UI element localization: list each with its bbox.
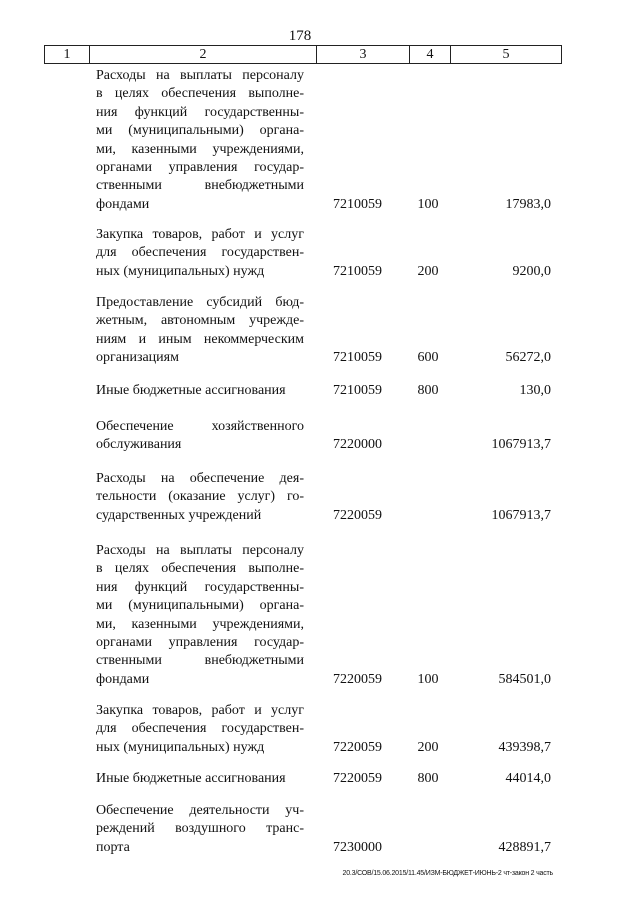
row-code: 7210059 [333,263,382,279]
description-line: органами управления государ- [96,635,304,651]
column-header-5: 5 [451,46,562,64]
description-line: ния функций государственны- [96,104,304,120]
description-line: порта [96,839,130,855]
row-description [96,67,304,214]
description-line: ния функций государственны- [96,579,304,595]
description-line: ственными внебюджетными [96,178,304,194]
column-header-3: 3 [317,46,410,64]
column-header-row [45,46,562,64]
row-code: 7230000 [333,839,382,855]
row-code: 7210059 [333,383,382,398]
description-line: обслуживания [96,437,182,453]
description-line: ми (муниципальными) органа- [96,123,304,139]
row-description [96,542,304,689]
description-line: фондами [96,671,150,687]
row-description [96,226,304,281]
description-line: сударственных учреждений [96,507,262,523]
row-description [96,702,304,757]
column-header-table [44,45,562,64]
description-line: органами управления государ- [96,160,304,176]
row-amount: 428891,7 [498,839,551,855]
row-code: 7220000 [333,437,382,453]
column-header-2: 2 [90,46,317,64]
row-amount: 44014,0 [505,771,551,786]
row-description [96,470,304,525]
description-line: Закупка товаров, работ и услуг [96,703,304,718]
page-number: 178 [288,28,312,44]
description-line: фондами [96,196,150,212]
row-expense-type: 600 [417,350,439,366]
description-line: Расходы на обеспечение дея- [96,471,304,486]
description-line: Обеспечение хозяйственного [96,419,304,434]
row-description [96,382,304,400]
description-line: Расходы на выплаты персоналу [96,68,304,83]
column-header-1: 1 [45,46,90,64]
description-line: для обеспечения государствен- [96,721,304,737]
row-amount: 17983,0 [505,196,551,212]
row-expense-type: 100 [417,671,439,687]
description-line: Закупка товаров, работ и услуг [96,227,304,242]
row-expense-type: 200 [417,739,439,755]
description-line: организациям [96,350,179,366]
description-line: в целях обеспечения выполне- [96,86,304,102]
row-description [96,418,304,455]
description-line: ственными внебюджетными [96,653,304,669]
row-code: 7220059 [333,507,382,523]
description-line: ми, казенными учреждениями, [96,141,304,157]
description-line: для обеспечения государствен- [96,245,304,261]
row-expense-type: 800 [417,383,439,398]
description-line: в целях обеспечения выполне- [96,561,304,577]
description-line: ных (муниципальных) нужд [96,263,265,279]
description-line: Иные бюджетные ассигнования [96,771,286,786]
description-line: Предоставление субсидий бюд- [96,295,304,310]
column-header-4: 4 [410,46,451,64]
row-amount: 1067913,7 [491,437,551,453]
row-code: 7210059 [333,350,382,366]
row-expense-type: 100 [417,196,439,212]
row-code: 7210059 [333,196,382,212]
row-amount: 9200,0 [512,263,551,279]
description-line: ных (муниципальных) нужд [96,739,265,755]
row-amount: 439398,7 [498,739,551,755]
row-amount: 130,0 [519,383,551,398]
row-amount: 584501,0 [498,671,551,687]
description-line: ми, казенными учреждениями, [96,616,304,632]
description-line: жетным, автономным учрежде- [96,313,304,329]
row-description [96,294,304,368]
description-line: ми (муниципальными) органа- [96,598,304,614]
row-code: 7220059 [333,671,382,687]
row-expense-type: 800 [417,771,439,786]
row-description [96,802,304,857]
row-description [96,770,304,788]
row-code: 7220059 [333,771,382,786]
description-line: тельности (оказание услуг) го- [96,489,304,505]
row-code: 7220059 [333,739,382,755]
row-amount: 1067913,7 [491,507,551,523]
description-line: Иные бюджетные ассигнования [96,383,286,398]
description-line: реждений воздушного транс- [96,821,304,837]
row-expense-type: 200 [417,263,439,279]
footer-reference: 20.3/СОВ/15.06.2015/11.45/ИЗМ-БЮДЖЕТ-ИЮНЬ-2 чт-закон 2 часть [342,870,553,877]
description-line: Расходы на выплаты персоналу [96,543,304,558]
description-line: Обеспечение деятельности уч- [96,803,304,818]
description-line: ниям и иным некоммерческим [96,331,304,347]
row-amount: 56272,0 [505,350,551,366]
